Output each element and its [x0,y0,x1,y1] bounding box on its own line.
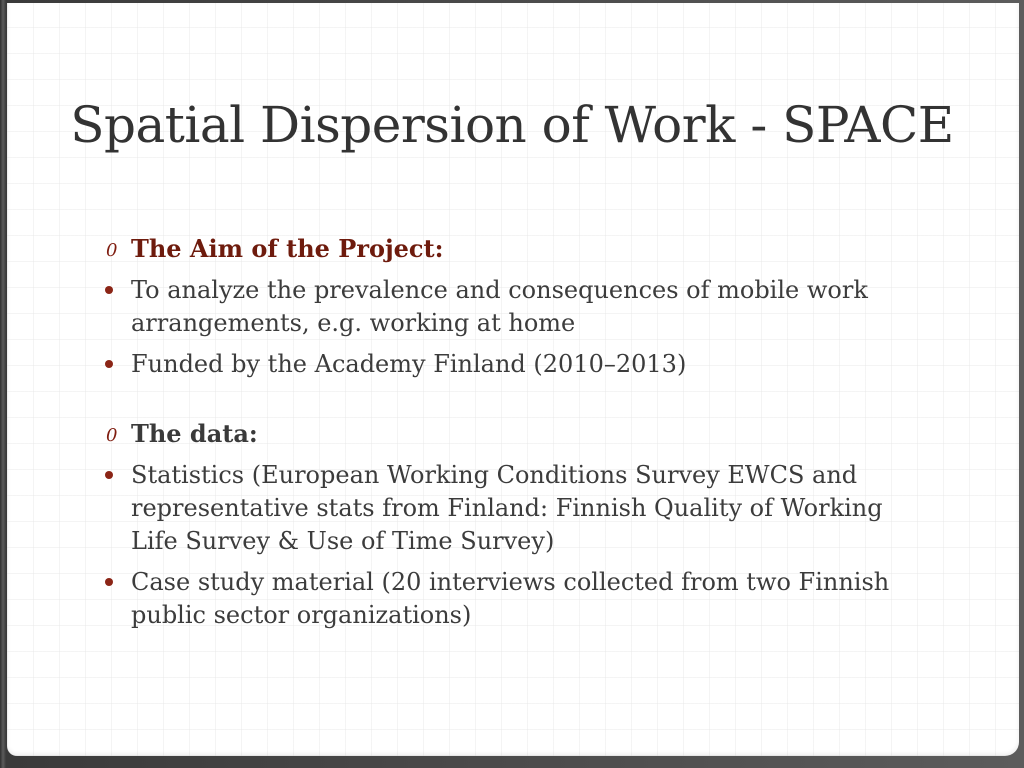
heading-text: The Aim of the Project: [131,234,444,263]
section-heading-data [100,417,900,451]
marker-icon: 0 [106,425,118,446]
slide-content [100,232,900,632]
bullet-dot-icon [105,360,113,368]
bullet-item [100,566,900,632]
bullet-dot-icon [105,471,113,479]
bullet-item [100,274,900,340]
bullet-item [100,459,900,558]
bullet-dot-icon [105,286,113,294]
bullet-text: Case study material (20 interviews collected from two Finnish public sector organizations) [131,568,890,629]
section-heading-aim [100,232,900,266]
bullet-text: Funded by the Academy Finland (2010–2013) [131,350,687,378]
bullet-item [100,348,900,381]
slide-title: Spatial Dispersion of Work - SPACE [70,96,954,154]
bullet-dot-icon [105,578,113,586]
marker-icon: 0 [106,240,118,261]
heading-text: The data: [131,419,258,448]
bullet-text: To analyze the prevalence and consequences of mobile work arrangements, e.g. working at home [131,276,868,337]
bullet-text: Statistics (European Working Conditions Survey EWCS and representative stats from Finland: Finnish Quality of Working Life Survey & Use of Time Survey) [131,461,883,555]
